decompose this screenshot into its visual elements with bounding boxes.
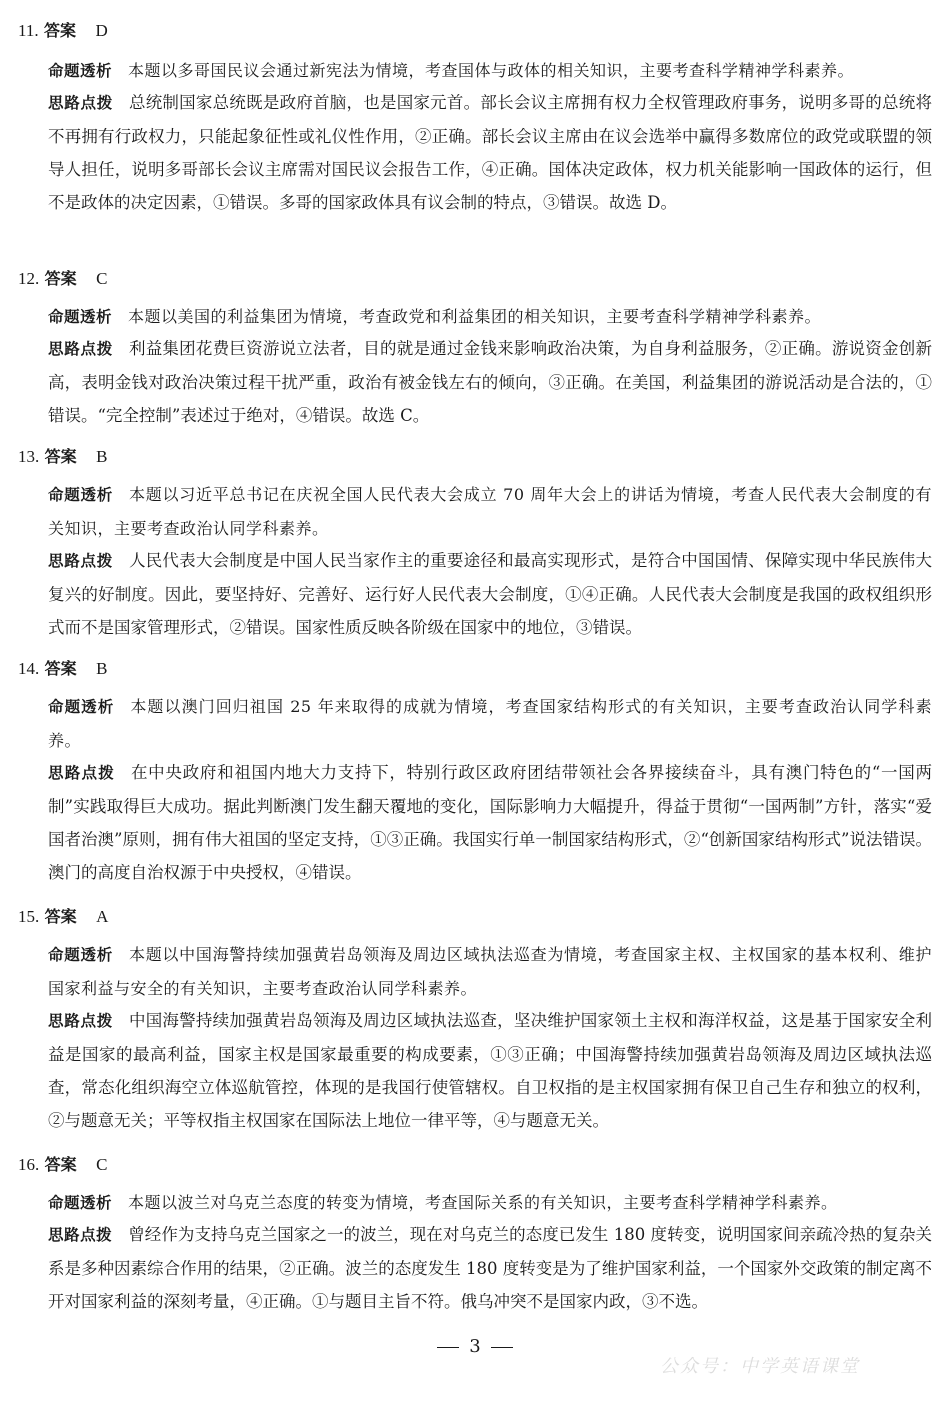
intro-label: 命题透析 [48,1194,113,1212]
intro-label: 命题透析 [48,486,113,504]
answer-label: 答案 [44,447,77,466]
analysis-label: 思路点拨 [48,1012,113,1030]
intro-paragraph [48,938,932,1005]
footer-dash-left [437,1347,459,1348]
intro-label: 命题透析 [48,308,113,326]
answer-line [18,268,107,290]
analysis-paragraph [48,1004,932,1137]
analysis-paragraph [48,544,932,644]
question-number: 12. [18,269,40,288]
answer-value: B [96,447,108,466]
intro-text: 本题以多哥国民议会通过新宪法为情境，考查国体与政体的相关知识，主要考查科学精神学科素养。 [128,61,855,80]
analysis-label: 思路点拨 [48,1226,113,1244]
watermark: 公众号：中学英语课堂 [660,1356,860,1377]
question-number: 16. [18,1155,40,1174]
intro-paragraph [48,1186,932,1220]
footer-dash-right [491,1347,513,1348]
answer-line [18,446,107,468]
intro-paragraph [48,300,932,334]
answer-value: C [96,1155,108,1174]
answer-label: 答案 [44,269,77,288]
intro-label: 命题透析 [48,62,113,80]
analysis-label: 思路点拨 [48,552,113,570]
analysis-text: 中国海警持续加强黄岩岛领海及周边区域执法巡查，坚决维护国家领土主权和海洋权益，这是基于国家安全利益是国家的最高利益，国家主权是国家最重要的构成要素，①③正确；中国海警持续加强黄岩岛领海及周边区域执法巡查，常态化组织海空立体巡航管控，体现的是我国行使管辖权。自卫权指的是主权国家拥有保卫自己生存和独立的权利，②与题意无关；平等权指主权国家在国际法上地位一律平等，④与题意无关。 [48,1011,932,1130]
analysis-text: 总统制国家总统既是政府首脑，也是国家元首。部长会议主席拥有权力全权管理政府事务，说明多哥的总统将不再拥有行政权力，只能起象征性或礼仪性作用，②正确。部长会议主席由在议会选举中赢得多数席位的政党或联盟的领导人担任，说明多哥部长会议主席需对国民议会报告工作，④正确。国体决定政体，权力机关能影响一国政体的运行，但不是政体的决定因素，①错误。多哥的国家政体具有议会制的特点，③错误。故选 D。 [48,93,932,212]
answer-value: A [96,907,109,926]
question-number: 14. [18,659,40,678]
analysis-label: 思路点拨 [48,94,113,112]
answer-label: 答案 [44,1155,77,1174]
analysis-paragraph [48,756,932,889]
page-number: 3 [469,1336,481,1357]
question-number: 11. [18,21,39,40]
intro-text: 本题以习近平总书记在庆祝全国人民代表大会成立 70 周年大会上的讲话为情境，考查人民代表大会制度的有关知识，主要考查政治认同学科素养。 [48,485,932,538]
analysis-label: 思路点拨 [48,764,115,782]
intro-paragraph [48,690,932,757]
answer-value: C [96,269,108,288]
intro-text: 本题以美国的利益集团为情境，考查政党和利益集团的相关知识，主要考查科学精神学科素养。 [128,307,822,326]
answer-label: 答案 [44,659,77,678]
answer-value: B [96,659,108,678]
analysis-paragraph [48,86,932,219]
analysis-text: 人民代表大会制度是中国人民当家作主的重要途径和最高实现形式，是符合中国国情、保障实现中华民族伟大复兴的好制度。因此，要坚持好、完善好、运行好人民代表大会制度，①④正确。人民代表大会制度是我国的政权组织形式而不是国家管理形式，②错误。国家性质反映各阶级在国家中的地位，③错误。 [48,551,932,637]
analysis-paragraph [48,332,932,432]
intro-text: 本题以波兰对乌克兰态度的转变为情境，考查国际关系的有关知识，主要考查科学精神学科素养。 [128,1193,838,1212]
answer-value: D [95,21,108,40]
answer-line [18,658,107,680]
answer-line [18,20,108,42]
analysis-text: 曾经作为支持乌克兰国家之一的波兰，现在对乌克兰的态度已发生 180 度转变，说明国家间亲疏冷热的复杂关系是多种因素综合作用的结果，②正确。波兰的态度发生 180 度转变是为了维护国家利益，一个国家外交政策的制定离不开对国家利益的深刻考量，④正确。①与题目主旨不符。俄乌冲突不是国家内政，③不选。 [48,1225,932,1311]
answer-label: 答案 [44,907,77,926]
analysis-text: 利益集团花费巨资游说立法者，目的就是通过金钱来影响政治决策，为自身利益服务，②正确。游说资金创新高，表明金钱对政治决策过程干扰严重，政治有被金钱左右的倾向，③正确。在美国，利益集团的游说活动是合法的，①错误。“完全控制”表述过于绝对，④错误。故选 C。 [48,339,932,425]
intro-text: 本题以中国海警持续加强黄岩岛领海及周边区域执法巡查为情境，考查国家主权、主权国家的基本权利、维护国家利益与安全的有关知识，主要考查政治认同学科素养。 [48,945,932,998]
intro-label: 命题透析 [48,698,115,716]
intro-label: 命题透析 [48,946,113,964]
answer-line [18,906,108,928]
analysis-text: 在中央政府和祖国内地大力支持下，特别行政区政府团结带领社会各界接续奋斗，具有澳门特色的“一国两制”实践取得巨大成功。据此判断澳门发生翻天覆地的变化，国际影响力大幅提升，得益于贯彻“一国两制”方针，落实“爱国者治澳”原则，拥有伟大祖国的坚定支持，①③正确。我国实行单一制国家结构形式，②“创新国家结构形式”说法错误。澳门的高度自治权源于中央授权，④错误。 [48,763,932,882]
question-number: 15. [18,907,40,926]
question-number: 13. [18,447,40,466]
analysis-paragraph [48,1218,932,1318]
intro-paragraph [48,54,932,88]
answer-line [18,1154,107,1176]
intro-paragraph [48,478,932,545]
analysis-label: 思路点拨 [48,340,113,358]
intro-text: 本题以澳门回归祖国 25 年来取得的成就为情境，考查国家结构形式的有关知识，主要考查政治认同学科素养。 [48,697,932,750]
answer-label: 答案 [44,21,77,40]
